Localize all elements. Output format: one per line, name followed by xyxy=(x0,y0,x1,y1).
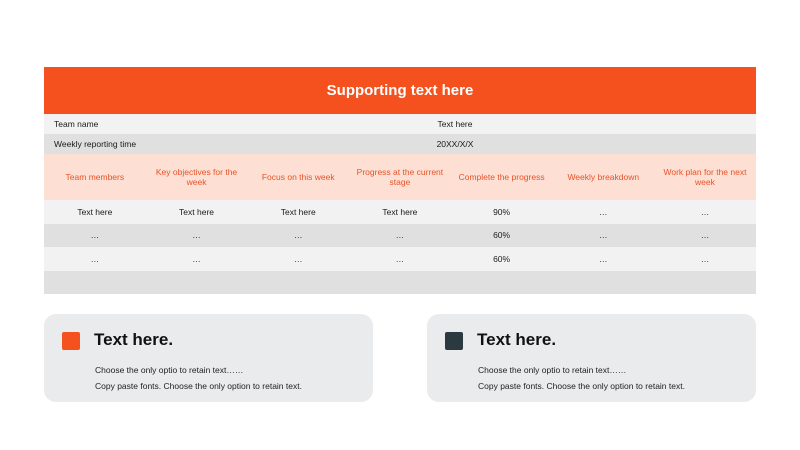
table-cell: 60% xyxy=(493,253,511,264)
empty-table-row xyxy=(44,271,756,294)
table-cell: … xyxy=(90,230,100,240)
dark-square-icon xyxy=(445,332,463,350)
reporting-time-row xyxy=(44,134,756,154)
card-text-line: Choose the only optio to retain text…… xyxy=(95,365,244,375)
column-header-weekly-breakdown: Weekly breakdown xyxy=(567,171,640,182)
column-header-focus: Focus on this week xyxy=(261,171,335,182)
table-cell: … xyxy=(700,253,710,264)
info-card-left xyxy=(44,314,373,402)
card-text-line: Choose the only optio to retain text…… xyxy=(478,365,627,375)
table-row xyxy=(44,200,756,224)
column-header-team-members: Team members xyxy=(65,171,125,182)
reporting-time-value: 20XX/X/X xyxy=(436,139,474,149)
table-cell: … xyxy=(192,253,201,264)
card-text-line: Copy paste fonts. Choose the only option to retain text. xyxy=(478,381,685,391)
orange-square-icon xyxy=(62,332,80,350)
table-cell: Text here xyxy=(280,206,316,217)
table-row xyxy=(44,247,756,271)
table-cell: Text here xyxy=(382,206,418,217)
table-cell: … xyxy=(90,253,100,264)
table-row xyxy=(44,224,756,248)
team-name-value: Text here xyxy=(437,119,473,129)
table-cell: … xyxy=(293,253,303,264)
team-name-label: Team name xyxy=(54,119,99,129)
weekly-report-table xyxy=(44,67,756,294)
card-text-line: Copy paste fonts. Choose the only option to retain text. xyxy=(95,381,302,391)
table-banner xyxy=(44,67,756,114)
table-cell: … xyxy=(700,206,710,217)
column-header-next-week-plan: Work plan for the next week xyxy=(663,166,747,187)
table-cell: … xyxy=(599,253,608,264)
table-cell: … xyxy=(192,230,201,240)
table-cell: 60% xyxy=(493,230,511,240)
reporting-time-label: Weekly reporting time xyxy=(54,139,137,149)
info-card-right xyxy=(427,314,756,402)
card-title: Text here. xyxy=(477,330,557,349)
table-cell: 90% xyxy=(493,206,511,217)
column-header-complete-progress: Complete the progress xyxy=(458,171,545,182)
banner-title: Supporting text here xyxy=(326,82,474,99)
table-cell: … xyxy=(293,230,303,240)
column-header-progress-stage: Progress at the current stage xyxy=(356,166,444,187)
column-header-key-objectives: Key objectives for the week xyxy=(155,166,238,187)
table-cell: … xyxy=(599,230,608,240)
card-title: Text here. xyxy=(94,330,174,349)
table-cell: … xyxy=(599,206,608,217)
table-cell: … xyxy=(700,230,710,240)
table-cell: … xyxy=(395,253,405,264)
table-cell: … xyxy=(395,230,405,240)
table-cell: Text here xyxy=(179,206,215,217)
table-cell: Text here xyxy=(77,206,113,217)
team-name-row xyxy=(44,114,756,134)
column-header-row xyxy=(44,154,756,200)
